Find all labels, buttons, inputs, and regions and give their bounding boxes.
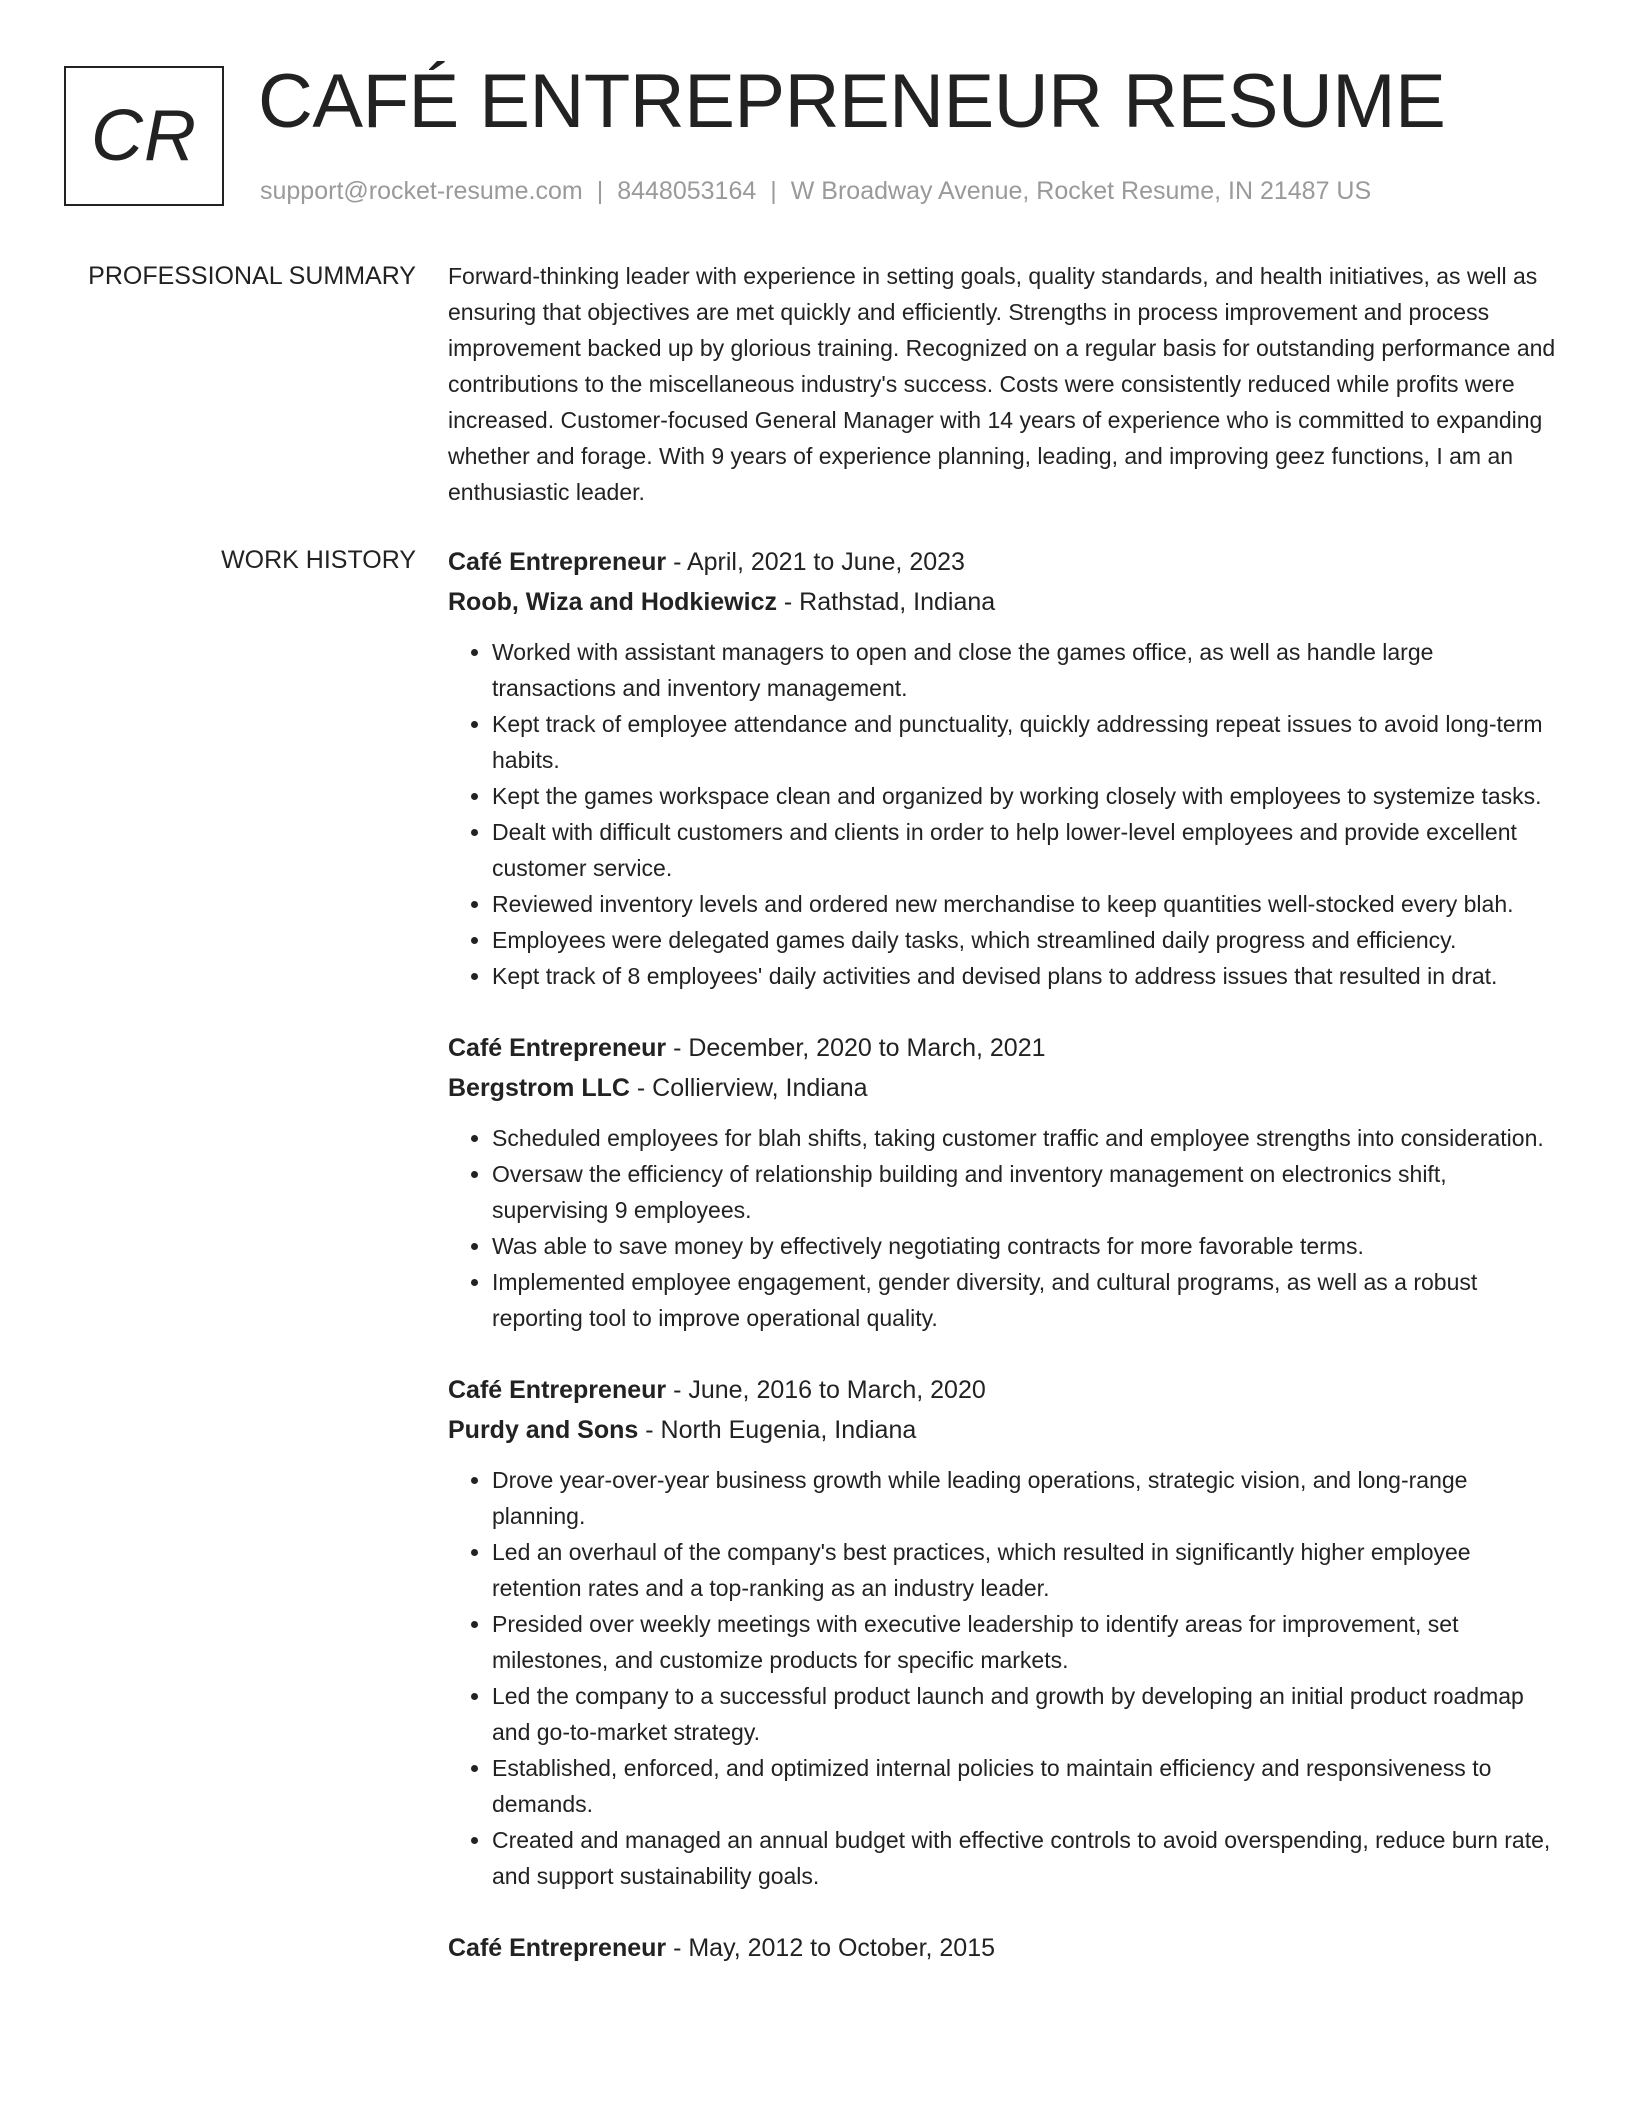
- job-location: - Rathstad, Indiana: [776, 588, 996, 616]
- job-bullet-list: [448, 634, 1560, 994]
- job-list: [448, 542, 1560, 2002]
- job-title: Café Entrepreneur: [448, 548, 667, 576]
- job-bullet: • Created and managed an annual budget with effective controls to avoid overspending, reduce burn rate, and support sustainability goals.: [492, 1822, 1560, 1894]
- job-company-line: [448, 1068, 1560, 1108]
- job-company-line: [448, 1410, 1560, 1450]
- contact-address: W Broadway Avenue, Rocket Resume, IN 21487 US: [790, 177, 1372, 205]
- job-bullet: • Oversaw the efficiency of relationship building and inventory management on electronics shift, supervising 9 employees.: [492, 1156, 1560, 1228]
- summary-heading: PROFESSIONAL SUMMARY: [88, 262, 416, 290]
- contact-separator: |: [596, 177, 604, 205]
- summary-text: Forward-thinking leader with experience in setting goals, quality standards, and health initiatives, as well as ensuring that objectives are met quickly and efficiently. Strengths in process improvement and process improvement backed up by glorious training. Recognized on a regular basis for outstanding performance and contributions to the miscellaneous industry's success. Costs were consistently reduced while profits were increased. Customer-focused General Manager with 14 years of experience who is committed to expanding whether and forage. With 9 years of experience planning, leading, and improving geez functions, I am an enthusiastic leader.: [448, 263, 1556, 505]
- job-dates: - April, 2021 to June, 2023: [666, 548, 965, 576]
- job-bullet: • Implemented employee engagement, gender diversity, and cultural programs, as well as a robust reporting tool to improve operational quality.: [492, 1264, 1560, 1336]
- job-bullet-list: [448, 1462, 1560, 1894]
- job-title-line: [448, 1028, 1560, 1068]
- job-entry: [448, 1370, 1560, 1894]
- job-bullet: • Kept the games workspace clean and organized by working closely with employees to systemize tasks.: [492, 778, 1560, 814]
- job-bullet: • Drove year-over-year business growth while leading operations, strategic vision, and long-range planning.: [492, 1462, 1560, 1534]
- job-bullet-list: [448, 1120, 1560, 1336]
- job-bullet: • Presided over weekly meetings with executive leadership to identify areas for improvement, set milestones, and customize products for specific markets.: [492, 1606, 1560, 1678]
- job-entry: [448, 1928, 1560, 1968]
- job-bullet: • Scheduled employees for blah shifts, taking customer traffic and employee strengths into consideration.: [492, 1120, 1560, 1156]
- job-company: Purdy and Sons: [448, 1416, 639, 1444]
- job-dates: - May, 2012 to October, 2015: [666, 1934, 996, 1962]
- job-bullet: • Kept track of 8 employees' daily activities and devised plans to address issues that resulted in drat.: [492, 958, 1560, 994]
- job-bullet: • Established, enforced, and optimized internal policies to maintain efficiency and responsiveness to demands.: [492, 1750, 1560, 1822]
- job-title: Café Entrepreneur: [448, 1376, 667, 1404]
- monogram-logo: CR: [64, 66, 224, 206]
- job-bullet: • Led the company to a successful product launch and growth by developing an initial product roadmap and go-to-market strategy.: [492, 1678, 1560, 1750]
- job-bullet: • Was able to save money by effectively negotiating contracts for more favorable terms.: [492, 1228, 1560, 1264]
- job-bullet: • Worked with assistant managers to open and close the games office, as well as handle large transactions and inventory management.: [492, 634, 1560, 706]
- contact-line: [260, 174, 1371, 208]
- job-bullet: • Dealt with difficult customers and clients in order to help lower-level employees and provide excellent customer service.: [492, 814, 1560, 886]
- job-bullet: • Reviewed inventory levels and ordered new merchandise to keep quantities well-stocked every blah.: [492, 886, 1560, 922]
- resume-title: CAFÉ ENTREPRENEUR RESUME: [258, 59, 1446, 144]
- job-title-line: [448, 542, 1560, 582]
- job-title: Café Entrepreneur: [448, 1934, 667, 1962]
- job-location: - North Eugenia, Indiana: [638, 1416, 917, 1444]
- job-entry: [448, 542, 1560, 994]
- job-company: Bergstrom LLC: [448, 1074, 630, 1102]
- job-dates: - December, 2020 to March, 2021: [666, 1034, 1046, 1062]
- job-title-line: [448, 1370, 1560, 1410]
- job-bullet: • Kept track of employee attendance and punctuality, quickly addressing repeat issues to avoid long-term habits.: [492, 706, 1560, 778]
- job-company-line: [448, 582, 1560, 622]
- job-location: - Collierview, Indiana: [629, 1074, 868, 1102]
- job-dates: - June, 2016 to March, 2020: [666, 1376, 986, 1404]
- job-title: Café Entrepreneur: [448, 1034, 667, 1062]
- contact-email[interactable]: support@rocket-resume.com: [260, 177, 583, 205]
- work-history-heading: WORK HISTORY: [221, 546, 416, 574]
- job-title-line: [448, 1928, 1560, 1968]
- job-company: Roob, Wiza and Hodkiewicz: [448, 588, 777, 616]
- job-entry: [448, 1028, 1560, 1336]
- contact-separator: |: [770, 177, 777, 205]
- job-bullet: • Led an overhaul of the company's best practices, which resulted in significantly higher employee retention rates and a top-ranking as an industry leader.: [492, 1534, 1560, 1606]
- job-bullet: • Employees were delegated games daily tasks, which streamlined daily progress and efficiency.: [492, 922, 1560, 958]
- contact-phone[interactable]: 8448053164: [617, 177, 757, 205]
